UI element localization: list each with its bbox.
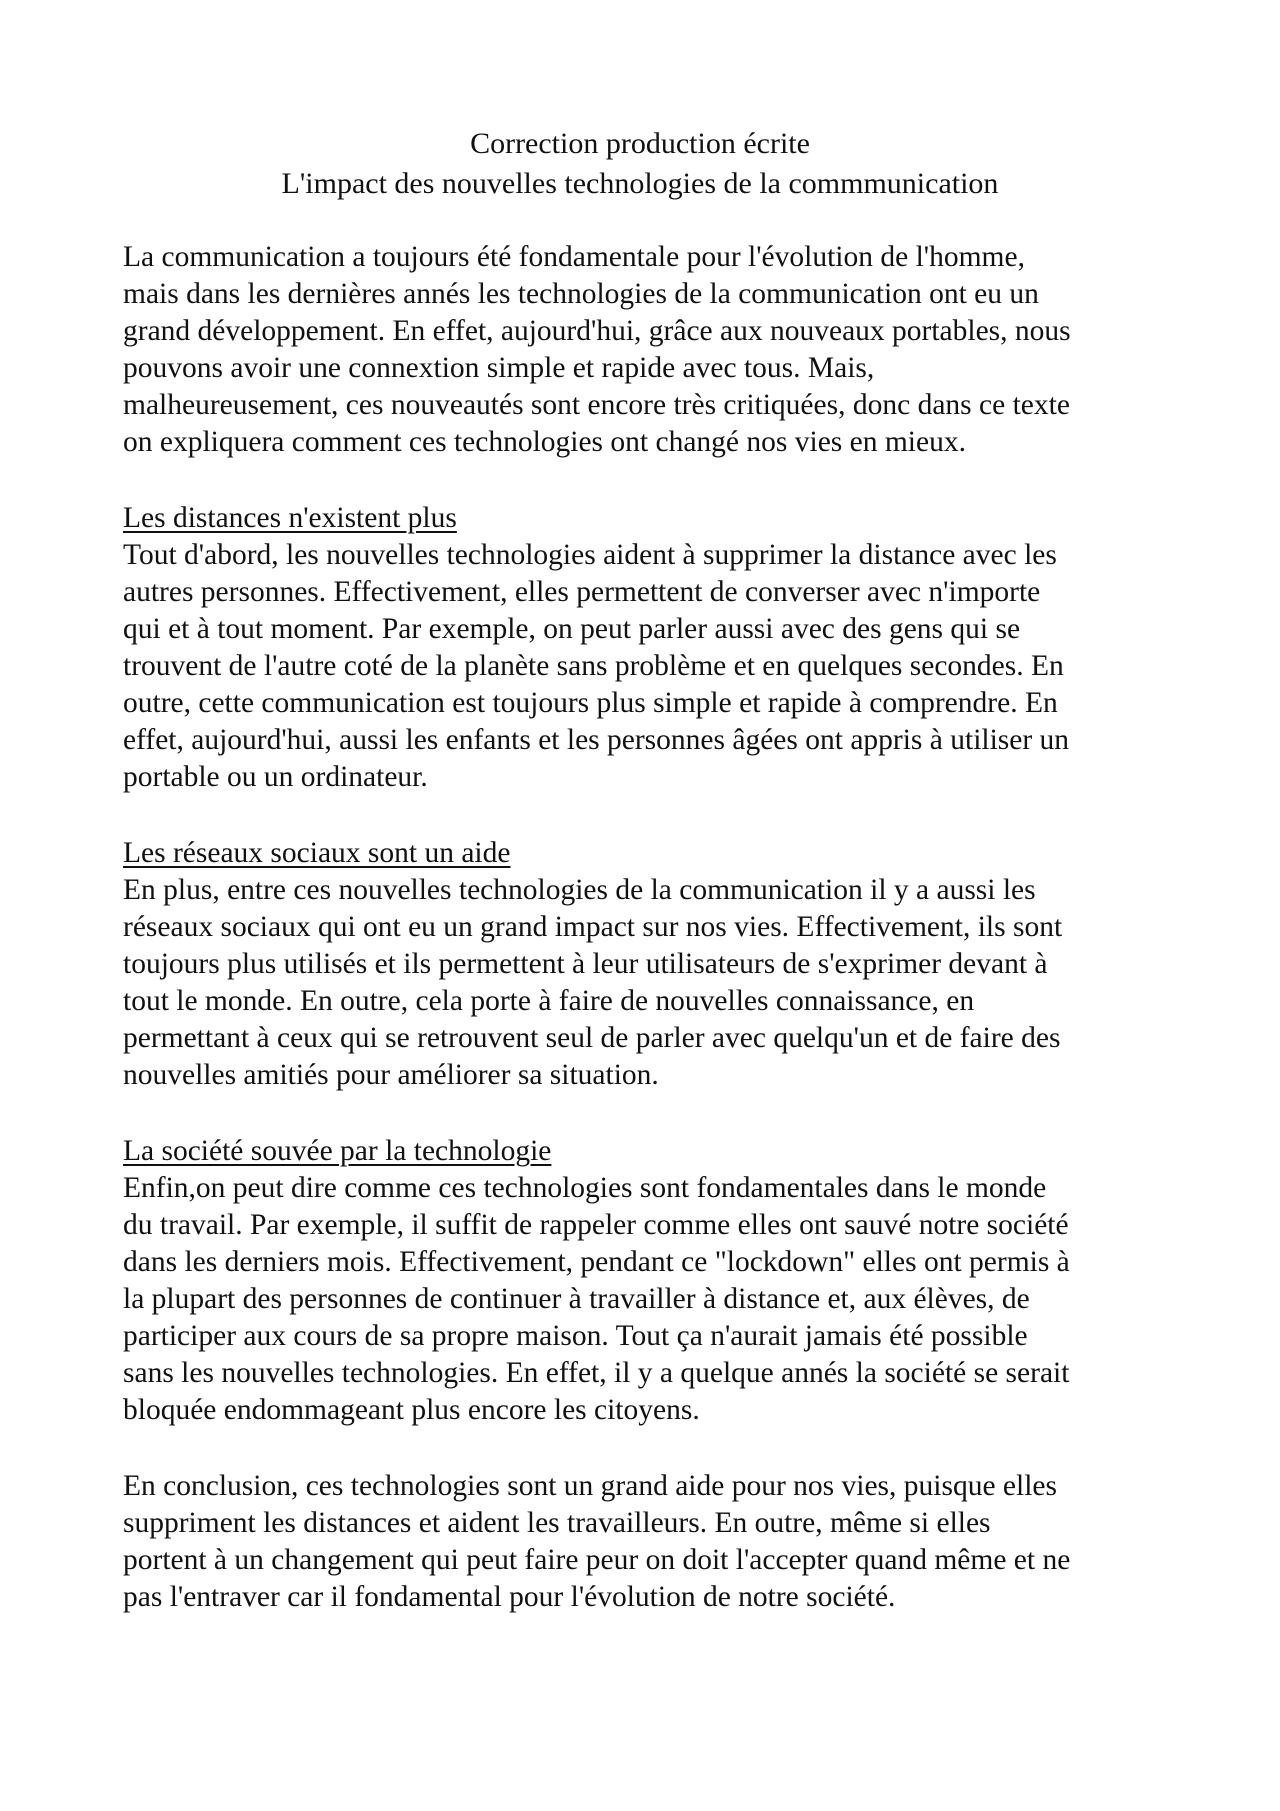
section-2-line-3: toujours plus utilisés et ils permettent à leur utilisateurs de s'exprimer devant à <box>123 948 1048 980</box>
section-1-heading: Les distances n'existent plus <box>123 502 457 534</box>
section-1-line-3: qui et à tout moment. Par exemple, on peut parler aussi avec des gens qui se <box>123 613 1021 645</box>
section-1-line-7: portable ou un ordinateur. <box>123 761 428 793</box>
section-2-line-5: permettant à ceux qui se retrouvent seul de parler avec quelqu'un et de faire des <box>123 1022 1061 1054</box>
section-3-line-7: bloquée endommageant plus encore les citoyens. <box>123 1394 700 1426</box>
section-3-line-6: sans les nouvelles technologies. En effet, il y a quelque annés la société se serait <box>123 1357 1070 1389</box>
intro-line-2: mais dans les dernières annés les technologies de la communication ont eu un <box>123 278 1039 310</box>
conclusion-line-4: pas l'entraver car il fondamental pour l'évolution de notre société. <box>123 1581 896 1613</box>
section-3-line-2: du travail. Par exemple, il suffit de rappeler comme elles ont sauvé notre société <box>123 1209 1069 1241</box>
title-line-2: L'impact des nouvelles technologies de la commmunication <box>281 167 999 200</box>
section-3-line-3: dans les derniers mois. Effectivement, pendant ce "lockdown" elles ont permis à <box>123 1246 1070 1278</box>
section-1-line-6: effet, aujourd'hui, aussi les enfants et les personnes âgées ont appris à utiliser un <box>123 724 1070 756</box>
section-3-line-1: Enfin,on peut dire comme ces technologies sont fondamentales dans le monde <box>123 1172 1047 1204</box>
section-1-line-1: Tout d'abord, les nouvelles technologies aident à supprimer la distance avec les <box>123 539 1057 571</box>
section-1-line-2: autres personnes. Effectivement, elles permettent de converser avec n'importe <box>123 576 1041 608</box>
intro-line-3: grand développement. En effet, aujourd'hui, grâce aux nouveaux portables, nous <box>123 315 1071 347</box>
section-2-heading: Les réseaux sociaux sont un aide <box>123 837 511 869</box>
section-3-line-5: participer aux cours de sa propre maison. Tout ça n'aurait jamais été possible <box>123 1320 1028 1352</box>
document-title <box>0 124 1280 204</box>
intro-line-5: malheureusement, ces nouveautés sont encore très critiquées, donc dans ce texte <box>123 389 1070 421</box>
conclusion-line-3: portent à un changement qui peut faire peur on doit l'accepter quand même et ne <box>123 1544 1071 1576</box>
section-2-line-6: nouvelles amitiés pour améliorer sa situation. <box>123 1059 659 1091</box>
title-line-1: Correction production écrite <box>470 127 810 160</box>
section-2-line-2: réseaux sociaux qui ont eu un grand impact sur nos vies. Effectivement, ils sont <box>123 911 1063 943</box>
section-1-line-4: trouvent de l'autre coté de la planète sans problème et en quelques secondes. En <box>123 650 1064 682</box>
intro-line-4: pouvons avoir une connextion simple et rapide avec tous. Mais, <box>123 352 875 384</box>
section-3-line-4: la plupart des personnes de continuer à travailler à distance et, aux élèves, de <box>123 1283 1030 1315</box>
intro-line-6: on expliquera comment ces technologies ont changé nos vies en mieux. <box>123 426 966 458</box>
intro-line-1: La communication a toujours été fondamentale pour l'évolution de l'homme, <box>123 241 1025 273</box>
section-3-heading: La société souvée par la technologie <box>123 1135 552 1167</box>
conclusion-line-1: En conclusion, ces technologies sont un grand aide pour nos vies, puisque elles <box>123 1470 1057 1502</box>
section-2-line-1: En plus, entre ces nouvelles technologies de la communication il y a aussi les <box>123 874 1036 906</box>
section-1-line-5: outre, cette communication est toujours plus simple et rapide à comprendre. En <box>123 687 1058 719</box>
conclusion-line-2: suppriment les distances et aident les travailleurs. En outre, même si elles <box>123 1507 991 1539</box>
section-2-line-4: tout le monde. En outre, cela porte à faire de nouvelles connaissance, en <box>123 985 975 1017</box>
